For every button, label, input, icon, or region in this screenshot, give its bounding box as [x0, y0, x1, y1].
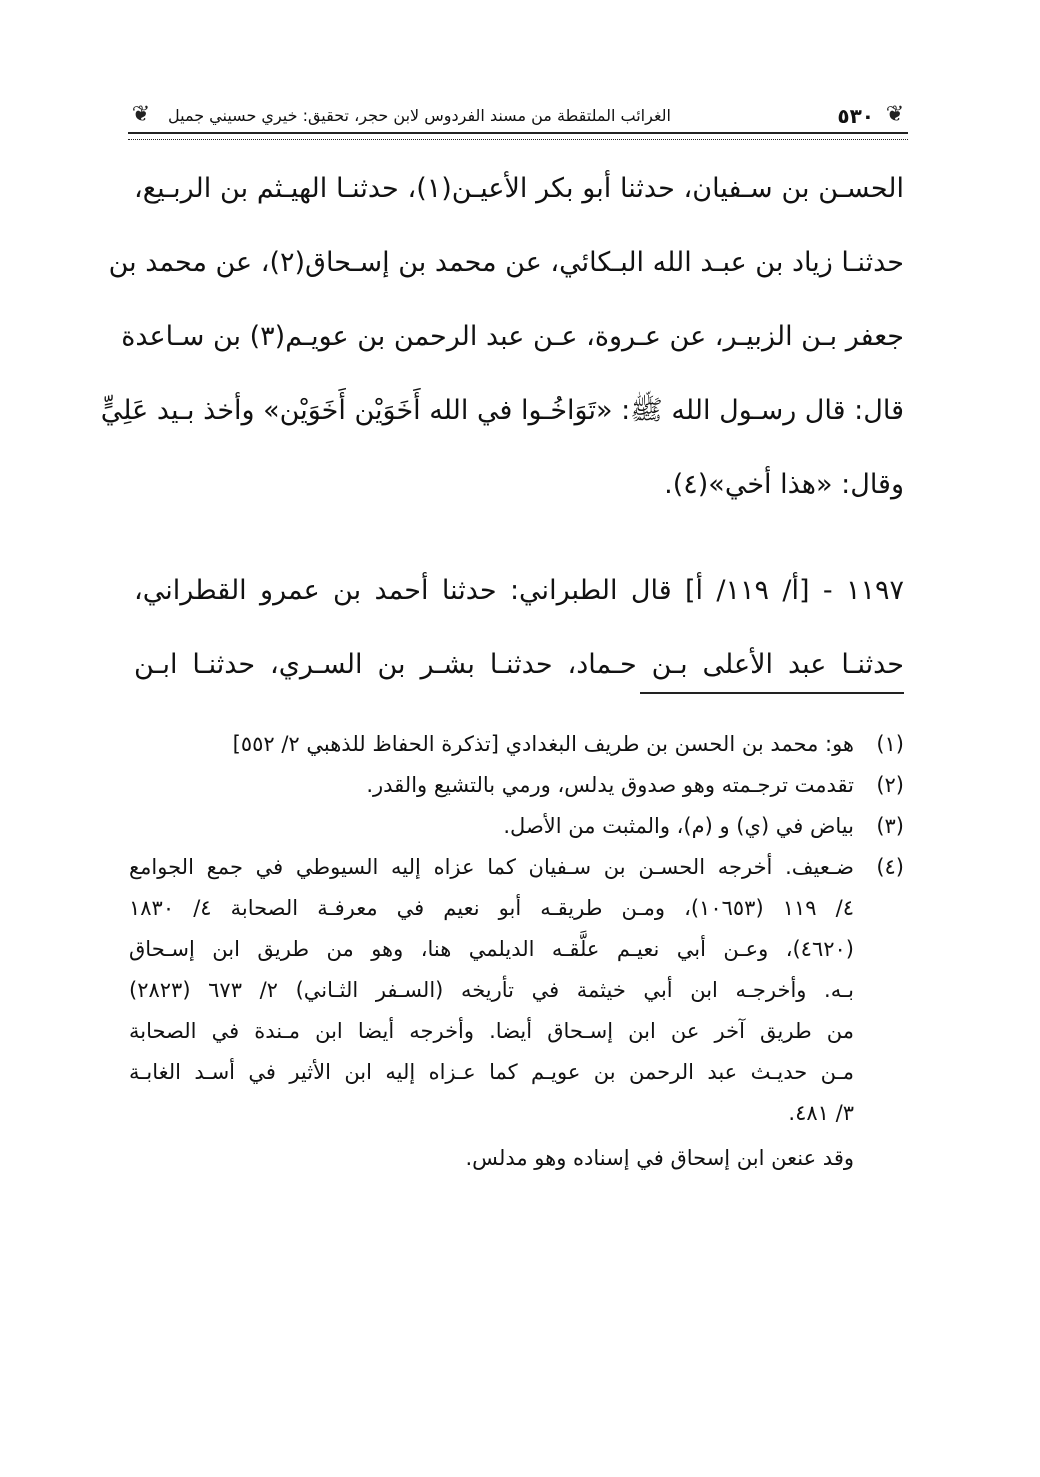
closing-note: وقد عنعن ابن إسحاق في إسناده وهو مدلس. [465, 1146, 854, 1170]
floral-ornament-icon: ❦ [131, 102, 151, 127]
running-title: الغرائب الملتقطة من مسند الفردوس لابن حجر، تحقيق: خيري حسيني جميل [168, 106, 671, 125]
floral-ornament-icon: ❦ [885, 102, 905, 127]
footnote-line: تقدمت ترجـمته وهو صدوق يدلس، ورمي بالتشيع والقدر. [366, 773, 854, 797]
footnote-line: مـن حديـث عبد الرحمن بن عويـم كما عـزاه إليه ابن الأثير في أسـد الغابـة [129, 1060, 854, 1084]
footnote-line: (٤٦٢٠)، وعـن أبي نعيـم علَّقـه الديلمي هنا، وهو من طريق ابن إسـحاق [129, 937, 854, 961]
footnote-line: من طريق آخر عن ابن إسـحاق أيضا. وأخرجه أيضا ابن مـندة في الصحابة [129, 1019, 854, 1043]
footnote-number: (١) [876, 732, 904, 756]
hadith-number-line: ١١٩٧ - [أ/ ١١٩/ أ] قال الطبراني: حدثنا أحمد بن عمرو القطراني، [134, 575, 904, 606]
text-line: وقال: «هذا أخي»(٤). [664, 469, 904, 500]
footnote-line: ٤/ ١١٩ (١٠٦٥٣)، ومـن طريقـه أبو نعيم في معرفـة الصحابة ٤/ ١٨٣٠ [129, 896, 854, 920]
footnote-line: ضـعيف. أخرجه الحسـن بن سـفيان كما عزاه إليه السيوطي في جمع الجوامع [129, 855, 854, 879]
footnote-number: (٢) [876, 773, 904, 797]
header-rule [128, 132, 908, 140]
footnote-number: (٤) [876, 855, 904, 879]
footnote-line: بـه. وأخرجـه ابن أبي خيثمة في تأريخه (السـفر الثـاني) ٢/ ٦٧٣ (٢٨٢٣) [129, 978, 854, 1002]
footnote [129, 724, 904, 765]
main-text [100, 152, 905, 702]
text-line: حدثنـا عبد الأعلى بـن حـماد، حدثنـا بشـر بن السـري، حدثنـا ابـن [134, 649, 904, 680]
text-line: قال: قال رسـول الله ﷺ: «تَوَاخُـوا في الله أَخَوَيْن أَخَوَيْن» وأخذ بـيد عَلِيٍّ [100, 395, 904, 426]
footnote-line: هو: محمد بن الحسن بن طريف البغدادي [تذكرة الحفاظ للذهبي ٢/ ٥٥٢] [232, 732, 854, 756]
footnotes [129, 724, 904, 1179]
text-line: جعفر بـن الزبيـر، عن عـروة، عـن عبد الرحمن بن عويـم(٣) بن سـاعدة [121, 321, 904, 352]
footnote-number: (٣) [876, 814, 904, 838]
running-header [128, 100, 908, 140]
text-line: الحسـن بن سـفيان، حدثنا أبو بكر الأعيـن(١)، حدثنـا الهيـثم بن الربـيع، [134, 173, 905, 204]
footnote-line: ٣/ ٤٨١. [788, 1101, 854, 1125]
footnote-line: بياض في (ي) و (م)، والمثبت من الأصل. [503, 814, 854, 838]
footnote [129, 847, 904, 1134]
footnote [129, 765, 904, 806]
paragraph-gap [134, 522, 904, 554]
footnote [129, 806, 904, 847]
text-line: حدثنـا زياد بن عبـد الله البـكائي، عن محمد بن إسـحاق(٢)، عن محمد بن [108, 247, 904, 278]
page-number: ٥٣٠ [837, 104, 874, 128]
footnote-separator [640, 692, 904, 694]
